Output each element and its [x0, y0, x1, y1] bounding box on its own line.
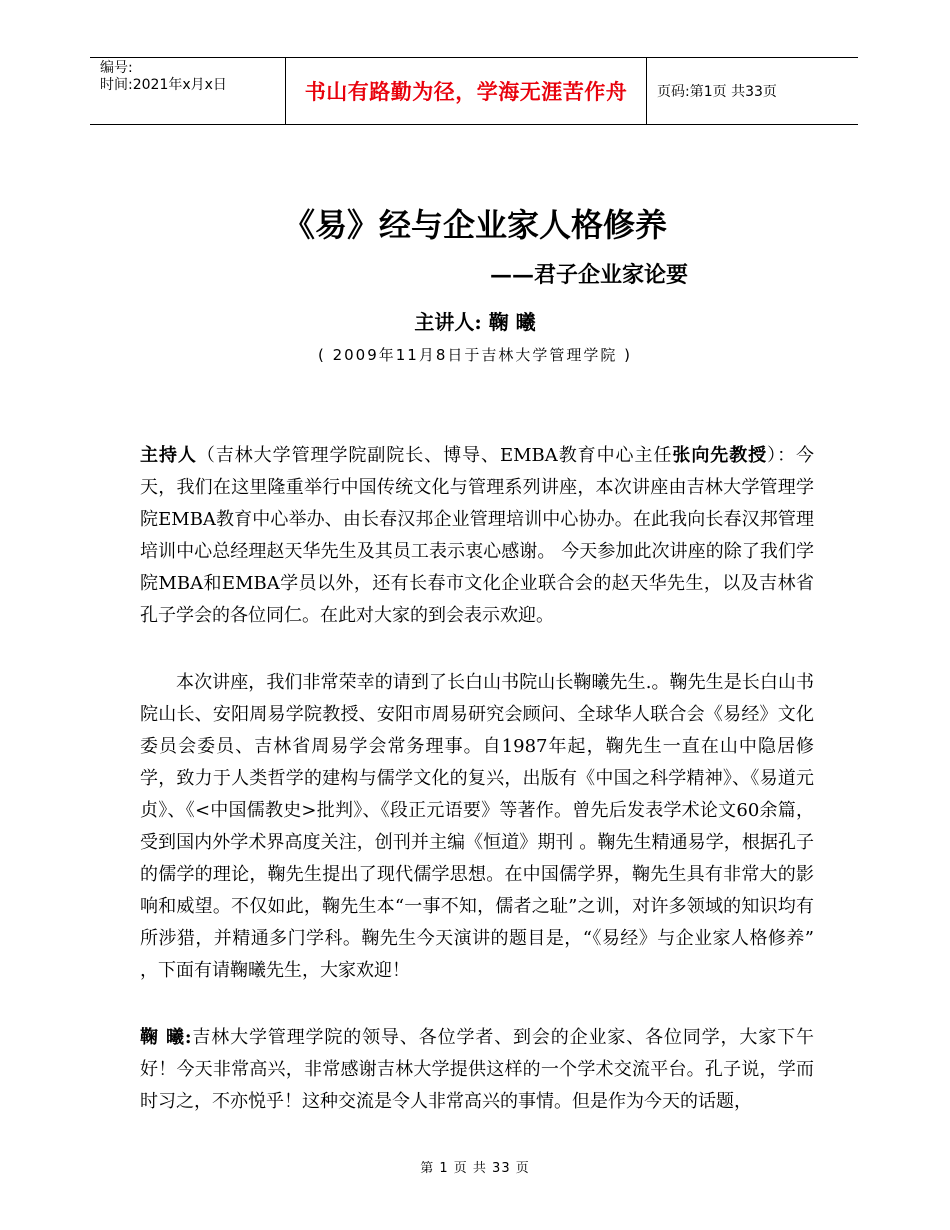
document-subtitle: ——君子企业家论要	[490, 262, 689, 288]
page-header	[90, 57, 858, 125]
document-number-label: 编号:	[100, 60, 133, 76]
host-label: 主持人	[140, 445, 197, 466]
speaker-speech-text: 吉林大学管理学院的领导、各位学者、到会的企业家、各位同学，大家下午好！今天非常高兴，非常感谢吉林大学提供这样的一个学术交流平台。孔子说，学而时习之，不亦悦乎！这种交流是令人非常高兴的事情。但是作为今天的话题，	[140, 1027, 815, 1112]
speaker-line: 主讲人: 鞠 曦	[414, 310, 536, 334]
introduction-paragraph: 本次讲座，我们非常荣幸的请到了长白山书院山长鞠曦先生.。鞠先生是长白山书院山长、安阳周易学院教授、安阳市周易研究会顾问、全球华人联合会《易经》文化委员会委员、吉林省周易学会常务理事。自1987年起，鞠先生一直在山中隐居修学，致力于人类哲学的建构与儒学文化的复兴，出版有《中国之科学精神》、《易道元贞》、《<中国儒教史>批判》、《段正元语要》等著作。曾先后发表学术论文60余篇，受到国内外学术界高度关注，创刊并主编《恒道》期刊 。鞠先生精通易学，根据孔子的儒学的理论，鞠先生提出了现代儒学思想。在中国儒学界，鞠先生具有非常大的影响和威望。不仅如此，鞠先生本“一事不知，儒者之耻”之训，对许多领域的知识均有所涉猎，并精通多门学科。鞠先生今天演讲的题目是，“《易经》与企业家人格修养” ，下面有请鞠曦先生，大家欢迎！	[140, 672, 814, 981]
page-footer: 第 1 页 共 33 页	[420, 1161, 530, 1176]
host-paragraph	[140, 440, 814, 632]
date-note: ( 2009年11月8日于吉林大学管理学院 )	[317, 346, 633, 364]
host-speech-text: ）：今天，我们在这里隆重举行中国传统文化与管理系列讲座，本次讲座由吉林大学管理学院EMBA教育中心举办、由长春汉邦企业管理培训中心协办。在此我向长春汉邦管理培训中心总经理赵天华先生及其员工表示衷心感谢。 今天参加此次讲座的除了我们学院MBA和EMBA学员以外，还有长春市文化企业联合会的赵天华先生，以及吉林省孔子学会的各位同仁。在此对大家的到会表示欢迎。	[140, 445, 815, 626]
speaker-label: 鞠 曦:	[140, 1027, 192, 1048]
header-meta	[90, 58, 286, 124]
speaker-paragraph	[140, 1022, 814, 1118]
document-title: 《易》经与企业家人格修养	[282, 206, 667, 244]
header-page-info: 页码:第1页 共33页	[657, 84, 777, 100]
host-name: 张向先教授	[672, 445, 768, 466]
header-motto: 书山有路勤为径，学海无涯苦作舟	[286, 58, 647, 124]
host-intro-text: （吉林大学管理学院副院长、博导、EMBA教育中心主任	[196, 445, 673, 466]
document-time-label: 时间:2021年x月x日	[100, 77, 227, 93]
